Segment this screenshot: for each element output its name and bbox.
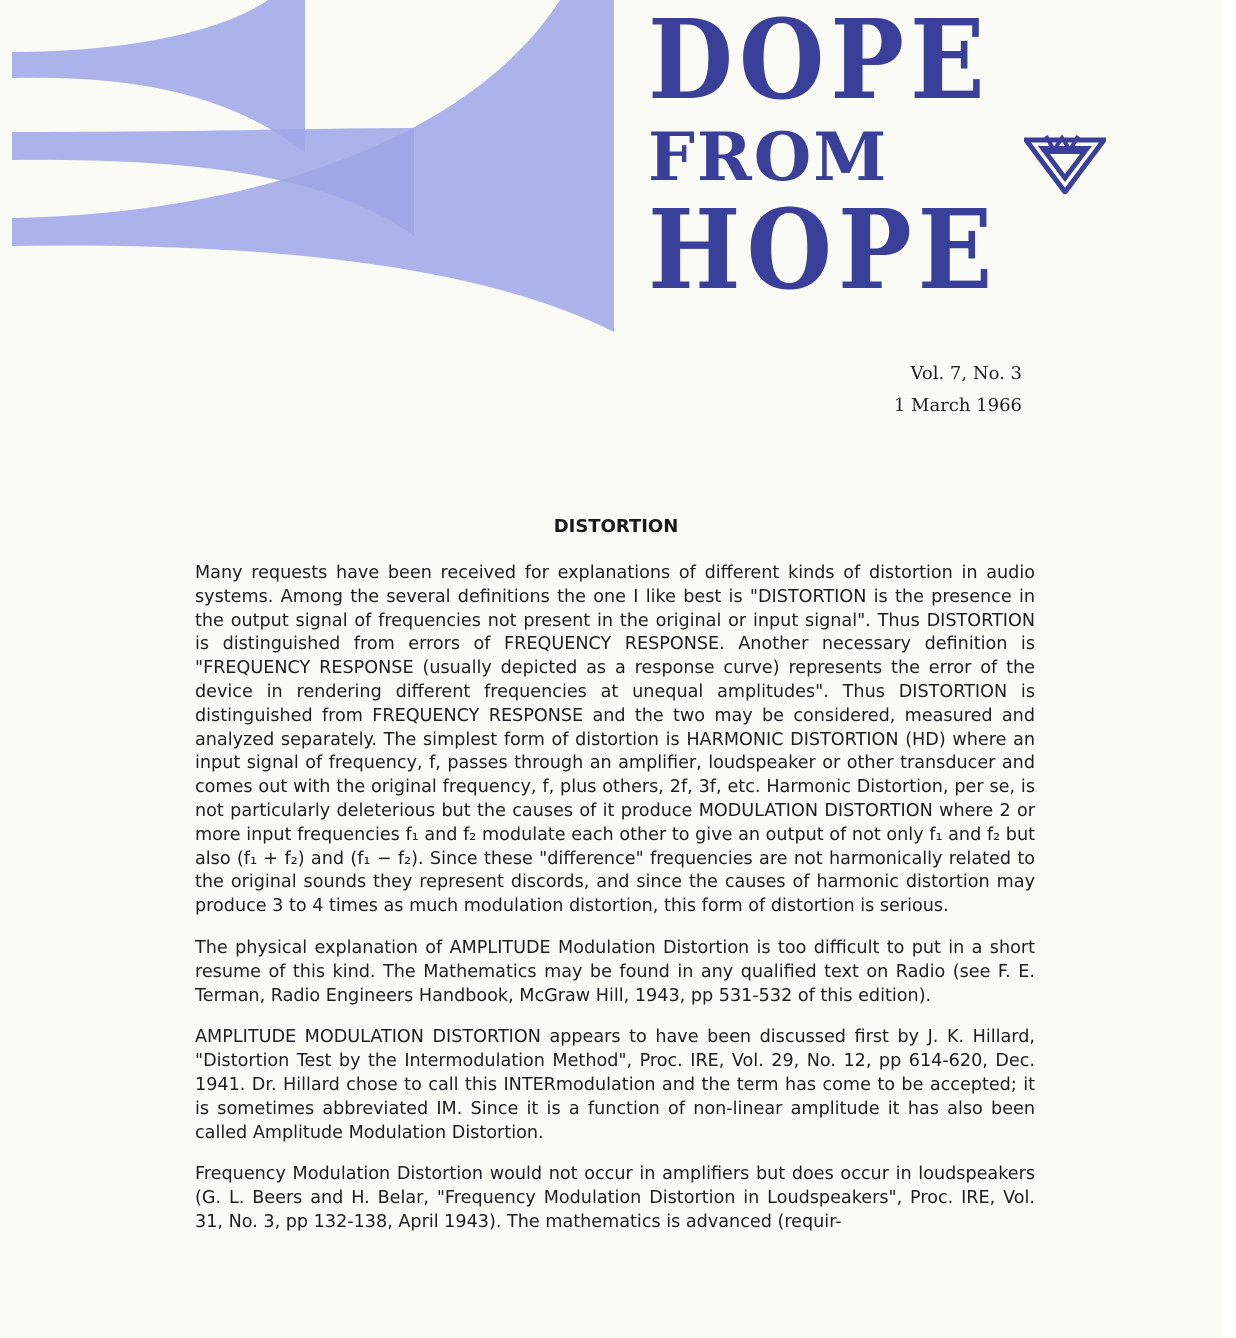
issue-volume: Vol. 7, No. 3 (910, 363, 1022, 384)
page-edge (1222, 0, 1236, 1338)
issue-date: 1 March 1966 (893, 395, 1022, 416)
horn-shape-top (12, 0, 305, 152)
article-body (195, 562, 1035, 1253)
masthead-hope: HOPE (648, 185, 999, 315)
masthead-from: FROM (648, 118, 889, 196)
paragraph: Frequency Modulation Distortion would not occur in amplifiers but does occur in loudspeakers (G. L. Beers and H. Belar, "Frequency Modulation Distortion in Loudspeakers", Proc. IRE, Vol. 31, No. 3, pp 132-138, April 1943). The mathematics is advanced (requir- (195, 1164, 1035, 1232)
issue-info (894, 358, 1022, 422)
paragraph: The physical explanation of AMPLITUDE Modulation Distortion is too difficult to put in a short resume of this kind. The Mathematics may be found in any qualified text on Radio (see F. E. Terman, Radio Engineers Handbook, McGraw Hill, 1943, pp 531-532 of this edition). (195, 937, 1035, 1006)
horn-banner-graphic (0, 0, 660, 340)
hope-logo-icon (1024, 132, 1106, 194)
paragraph: Many requests have been received for explanations of different kinds of distortion in audio systems. Among the several definitions the one I like best is "DISTORTION is the presence in the output signal of frequencies not present in the original or input signal". Thus DISTORTION is distinguished from errors of FREQUENCY RESPONSE. Another necessary definition is "FREQUENCY RESPONSE (usually depicted as a response curve) represents the error of the device in rendering different frequencies at unequal amplitudes". Thus DISTORTION is distinguished from FREQUENCY RESPONSE and the two may be considered, measured and analyzed separately. The simplest form of distortion is HARMONIC DISTORTION (HD) where an input signal of frequency, f, passes through an amplifier, loudspeaker or other transducer and comes out with the original frequency, f, plus others, 2f, 3f, etc. Harmonic Distortion, per se, is not particularly deleterious but the causes of it produce MODULATION DISTORTION where 2 or more input frequencies f₁ and f₂ modulate each other to give an output of not only f₁ and f₂ but also (f₁ + f₂) and (f₁ − f₂). Since these "difference" frequencies are not harmonically related to the original sounds they represent discords, and since the causes of harmonic distortion may produce 3 to 4 times as much modulation distortion, this form of distortion is serious. (195, 563, 1035, 917)
paragraph: AMPLITUDE MODULATION DISTORTION appears to have been discussed first by J. K. Hillard, "Distortion Test by the Intermodulation Method", Proc. IRE, Vol. 29, No. 12, pp 614-620, Dec. 1941. Dr. Hillard chose to call this INTERmodulation and the term has come to be accepted; it is sometimes abbreviated IM. Since it is a function of non-linear amplitude it has also been called Amplitude Modulation Distortion. (195, 1027, 1035, 1143)
article-title: DISTORTION (553, 516, 679, 537)
masthead-dope: DOPE (648, 0, 991, 125)
